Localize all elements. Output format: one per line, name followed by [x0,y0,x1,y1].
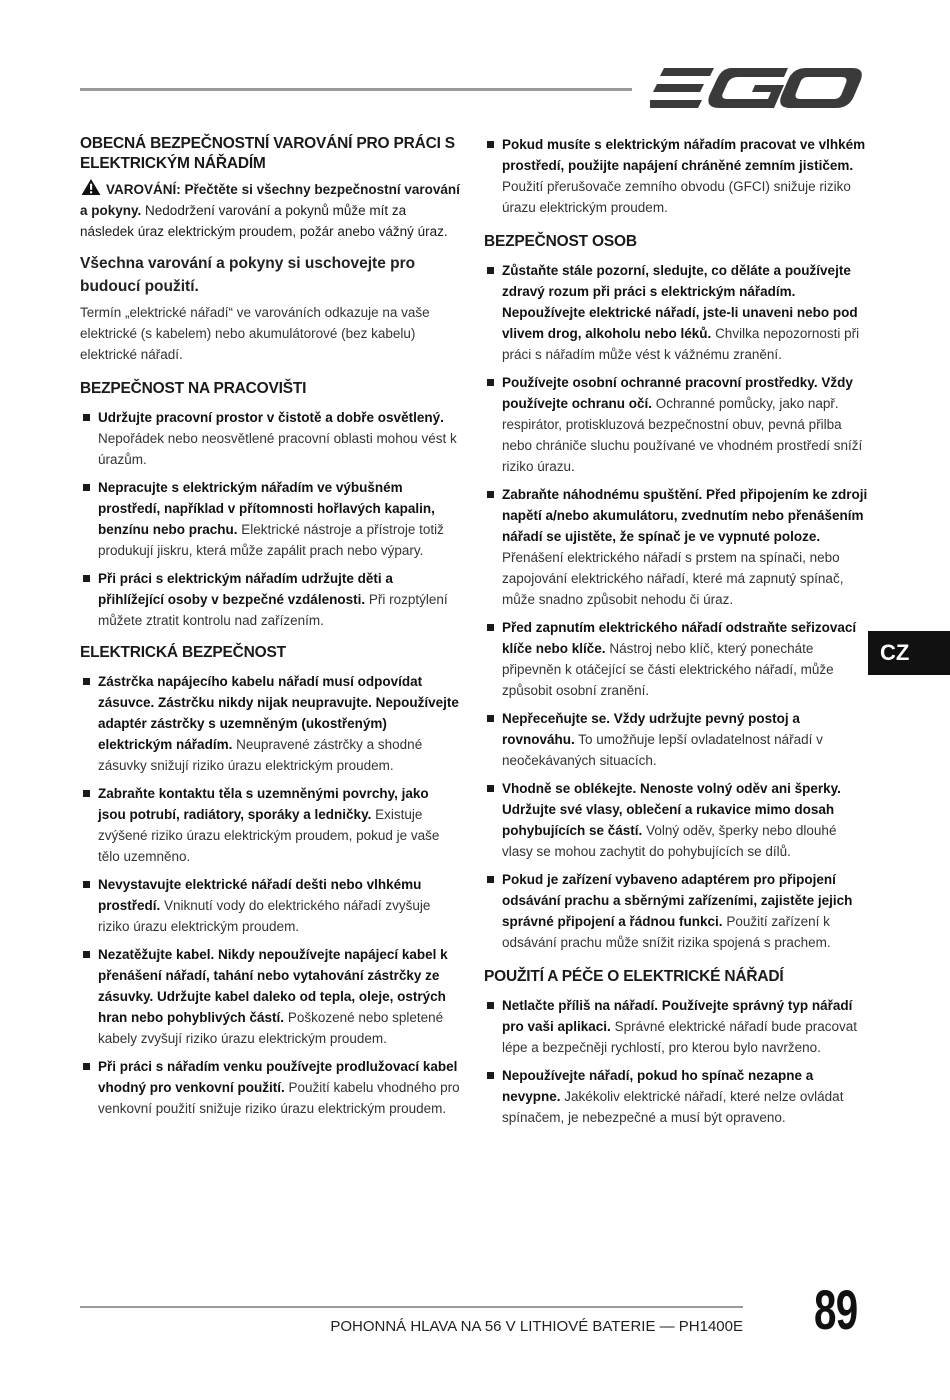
square-bullet-icon [487,624,494,631]
list-item-text: Nepořádek nebo neosvětlené pracovní oblasti mohou vést k úrazům. [98,431,457,467]
list-item-text: Existuje zvýšené riziko úrazu elektrickým proudem, pokud je vaše tělo uzemněno. [98,807,440,864]
list-item-text: Volný oděv, šperky nebo dlouhé vlasy se mohou zachytit do pohybujících se dílů. [502,823,837,859]
square-bullet-icon [487,876,494,883]
list-item-text: Nástroj nebo klíč, který ponecháte připevněn k otáčející se části elektrického nářadí, může způsobit osobní zranění. [502,641,834,698]
square-bullet-icon [487,1072,494,1079]
electrical-safety-continued-list [484,134,868,218]
footer-product-title: POHONNÁ HLAVA NA 56 V LITHIOVÉ BATERIE — PH1400E [330,1318,743,1335]
list-item-bold: Pokud je zařízení vybaveno adaptérem pro připojení odsávání prachu a sběrnými zařízeními, zajistěte jejich správné připojení a řádnou funkci. [502,872,853,929]
list-item-text: Chvilka nepozornosti při práci s nářadím může vést k vážnému zranění. [502,326,860,362]
square-bullet-icon [487,267,494,274]
list-item-bold: Nezatěžujte kabel. Nikdy nepoužívejte napájecí kabel k přenášení nářadí, tahání nebo vytahování zástrčky ze zásuvky. Udržujte kabel daleko od tepla, oleje, ostrých hran nebo pohyblivých částí. [98,947,448,1025]
square-bullet-icon [83,951,90,958]
list-item [80,783,460,867]
list-item-bold: Nepřeceňujte se. Vždy udržujte pevný postoj a rovnováhu. [502,711,800,747]
page-number: 89 [814,1278,858,1341]
square-bullet-icon [487,379,494,386]
list-item [484,617,868,701]
list-item-bold: Při práci s nářadím venku používejte prodlužovací kabel vhodný pro venkovní použití. [98,1059,458,1095]
list-item-bold: Zabraňte kontaktu těla s uzemněnými povrchy, jako jsou potrubí, radiátory, sporáky a ledničky. [98,786,429,822]
square-bullet-icon [487,715,494,722]
list-item-text: Použití přerušovače zemního obvodu (GFCI) snižuje riziko úrazu elektrickým proudem. [502,179,851,215]
list-item [484,995,868,1058]
electrical-safety-list [80,671,460,1119]
list-item [484,484,868,610]
warning-label: VAROVÁNÍ: [106,182,181,197]
list-item-text: Vniknutí vody do elektrického nářadí zvyšuje riziko úrazu elektrickým proudem. [98,898,431,934]
heading-tool-use-care: POUŽITÍ A PÉČE O ELEKTRICKÉ NÁŘADÍ [484,968,784,985]
list-item-text: Při rozptýlení můžete ztratit kontrolu nad zařízením. [98,592,448,628]
personal-safety-list [484,260,868,953]
list-item-bold: Zabraňte náhodnému spuštění. Před připojením ke zdroji napětí a/nebo akumulátoru, zvednutím nebo přenášením nářadí se ujistěte, že spínač je ve vypnuté poloze. [502,487,868,544]
ego-logo [650,64,862,112]
list-item-text: Jakékoliv elektrické nářadí, které nelze ovládat spínačem, je nebezpečné a musí být opraveno. [502,1089,844,1125]
list-item-bold: Při práci s elektrickým nářadím udržujte děti a přihlížející osoby v bezpečné vzdálenosti. [98,571,393,607]
term-definition: Termín „elektrické nářadí“ ve varováních odkazuje na vaše elektrické (s kabelem) nebo akumulátorové (bez kabelu) elektrické nářadí. [80,305,430,362]
heading-work-area-safety: BEZPEČNOST NA PRACOVIŠTI [80,380,307,397]
section-title-general-warnings: OBECNÁ BEZPEČNOSTNÍ VAROVÁNÍ PRO PRÁCI S ELEKTRICKÝM NÁŘADÍM [80,135,455,172]
list-item [80,407,460,470]
list-item-text: Správné elektrické nářadí bude pracovat lépe a bezpečněji rychlostí, pro kterou bylo navrženo. [502,1019,857,1055]
list-item [80,477,460,561]
keep-instructions: Všechna varování a pokyny si uschovejte pro budoucí použití. [80,255,416,295]
list-item-bold: Používejte osobní ochranné pracovní prostředky. Vždy používejte ochranu očí. [502,375,853,411]
square-bullet-icon [83,881,90,888]
list-item [484,1065,868,1128]
square-bullet-icon [83,414,90,421]
list-item [484,134,868,218]
list-item [80,568,460,631]
list-item-text: Použití kabelu vhodného pro venkovní použití snižuje riziko úrazu elektrickým proudem. [98,1080,460,1116]
list-item [484,260,868,365]
list-item-bold: Netlačte příliš na nářadí. Používejte správný typ nářadí pro vaši aplikaci. [502,998,853,1034]
list-item [80,1056,460,1119]
list-item-bold: Udržujte pracovní prostor v čistotě a dobře osvětlený. [98,410,444,425]
list-item-bold: Nevystavujte elektrické nářadí dešti nebo vlhkému prostředí. [98,877,422,913]
list-item [484,372,868,477]
list-item [80,944,460,1049]
list-item-bold: Zůstaňte stále pozorní, sledujte, co děláte a používejte zdravý rozum při práci s elektrickým nářadím. Nepoužívejte elektrické nářadí, jste-li unaveni nebo pod vlivem drog, alkoholu nebo léků. [502,263,858,341]
list-item-text: Ochranné pomůcky, jako např. respirátor, protiskluzová bezpečnostní obuv, pevná přilba nebo chrániče sluchu používané ve vhodném prostředí sníží riziko úrazu. [502,396,863,474]
work-area-list [80,407,460,631]
left-column [80,134,460,1126]
square-bullet-icon [83,1063,90,1070]
square-bullet-icon [487,141,494,148]
list-item-bold: Nepracujte s elektrickým nářadím ve výbušném prostředí, například v přítomnosti hořlavých kapalin, benzínu nebo prachu. [98,480,435,537]
square-bullet-icon [487,491,494,498]
list-item [484,708,868,771]
list-item [80,671,460,776]
warning-bold-text: Přečtěte si všechny bezpečnostní varování a pokyny. [80,182,460,218]
square-bullet-icon [487,1002,494,1009]
list-item [80,874,460,937]
list-item-text: To umožňuje lepší ovladatelnost nářadí v neočekávaných situacích. [502,732,823,768]
warning-block [80,178,460,242]
square-bullet-icon [83,575,90,582]
footer-rule [80,1306,743,1308]
warning-triangle-icon [80,178,102,196]
tool-use-list [484,995,868,1128]
list-item-bold: Vhodně se oblékejte. Nenoste volný oděv ani šperky. Udržujte své vlasy, oblečení a rukavice mimo dosah pohybujících se částí. [502,781,841,838]
square-bullet-icon [83,790,90,797]
heading-personal-safety: BEZPEČNOST OSOB [484,233,637,250]
language-tab: CZ [868,631,950,675]
list-item-bold: Nepoužívejte nářadí, pokud ho spínač nezapne a nevypne. [502,1068,814,1104]
list-item-text: Použití zařízení k odsávání prachu může snížit rizika spojená s prachem. [502,914,831,950]
list-item [484,869,868,953]
square-bullet-icon [487,785,494,792]
list-item [484,778,868,862]
header-rule [80,88,632,91]
warning-text: Nedodržení varování a pokynů může mít za následek úraz elektrickým proudem, požár anebo vážný úraz. [80,203,448,239]
list-item-bold: Zástrčka napájecího kabelu nářadí musí odpovídat zásuvce. Zástrčku nikdy nijak neupravujte. Nepoužívejte adaptér zástrčky s uzemněným (ukostřeným) elektrickým nářadím. [98,674,459,752]
square-bullet-icon [83,678,90,685]
square-bullet-icon [83,484,90,491]
heading-electrical-safety: ELEKTRICKÁ BEZPEČNOST [80,644,286,661]
list-item-text: Přenášení elektrického nářadí s prstem na spínači, nebo zapojování elektrického nářadí, které má zapnutý spínač, může snadno způsobit nehodu či úraz. [502,550,844,607]
right-column [484,134,868,1135]
list-item-text: Neupravené zástrčky a shodné zásuvky snižují riziko úrazu elektrickým proudem. [98,737,423,773]
list-item-bold: Před zapnutím elektrického nářadí odstraňte seřizovací klíče nebo klíče. [502,620,857,656]
list-item-bold: Pokud musíte s elektrickým nářadím pracovat ve vlhkém prostředí, použijte napájení chráněné zemním jističem. [502,137,866,173]
list-item-text: Poškozené nebo spletené kabely zvyšují riziko úrazu elektrickým proudem. [98,1010,444,1046]
list-item-text: Elektrické nástroje a přístroje totiž produkují jiskru, která může zapálit prach nebo výpary. [98,522,444,558]
